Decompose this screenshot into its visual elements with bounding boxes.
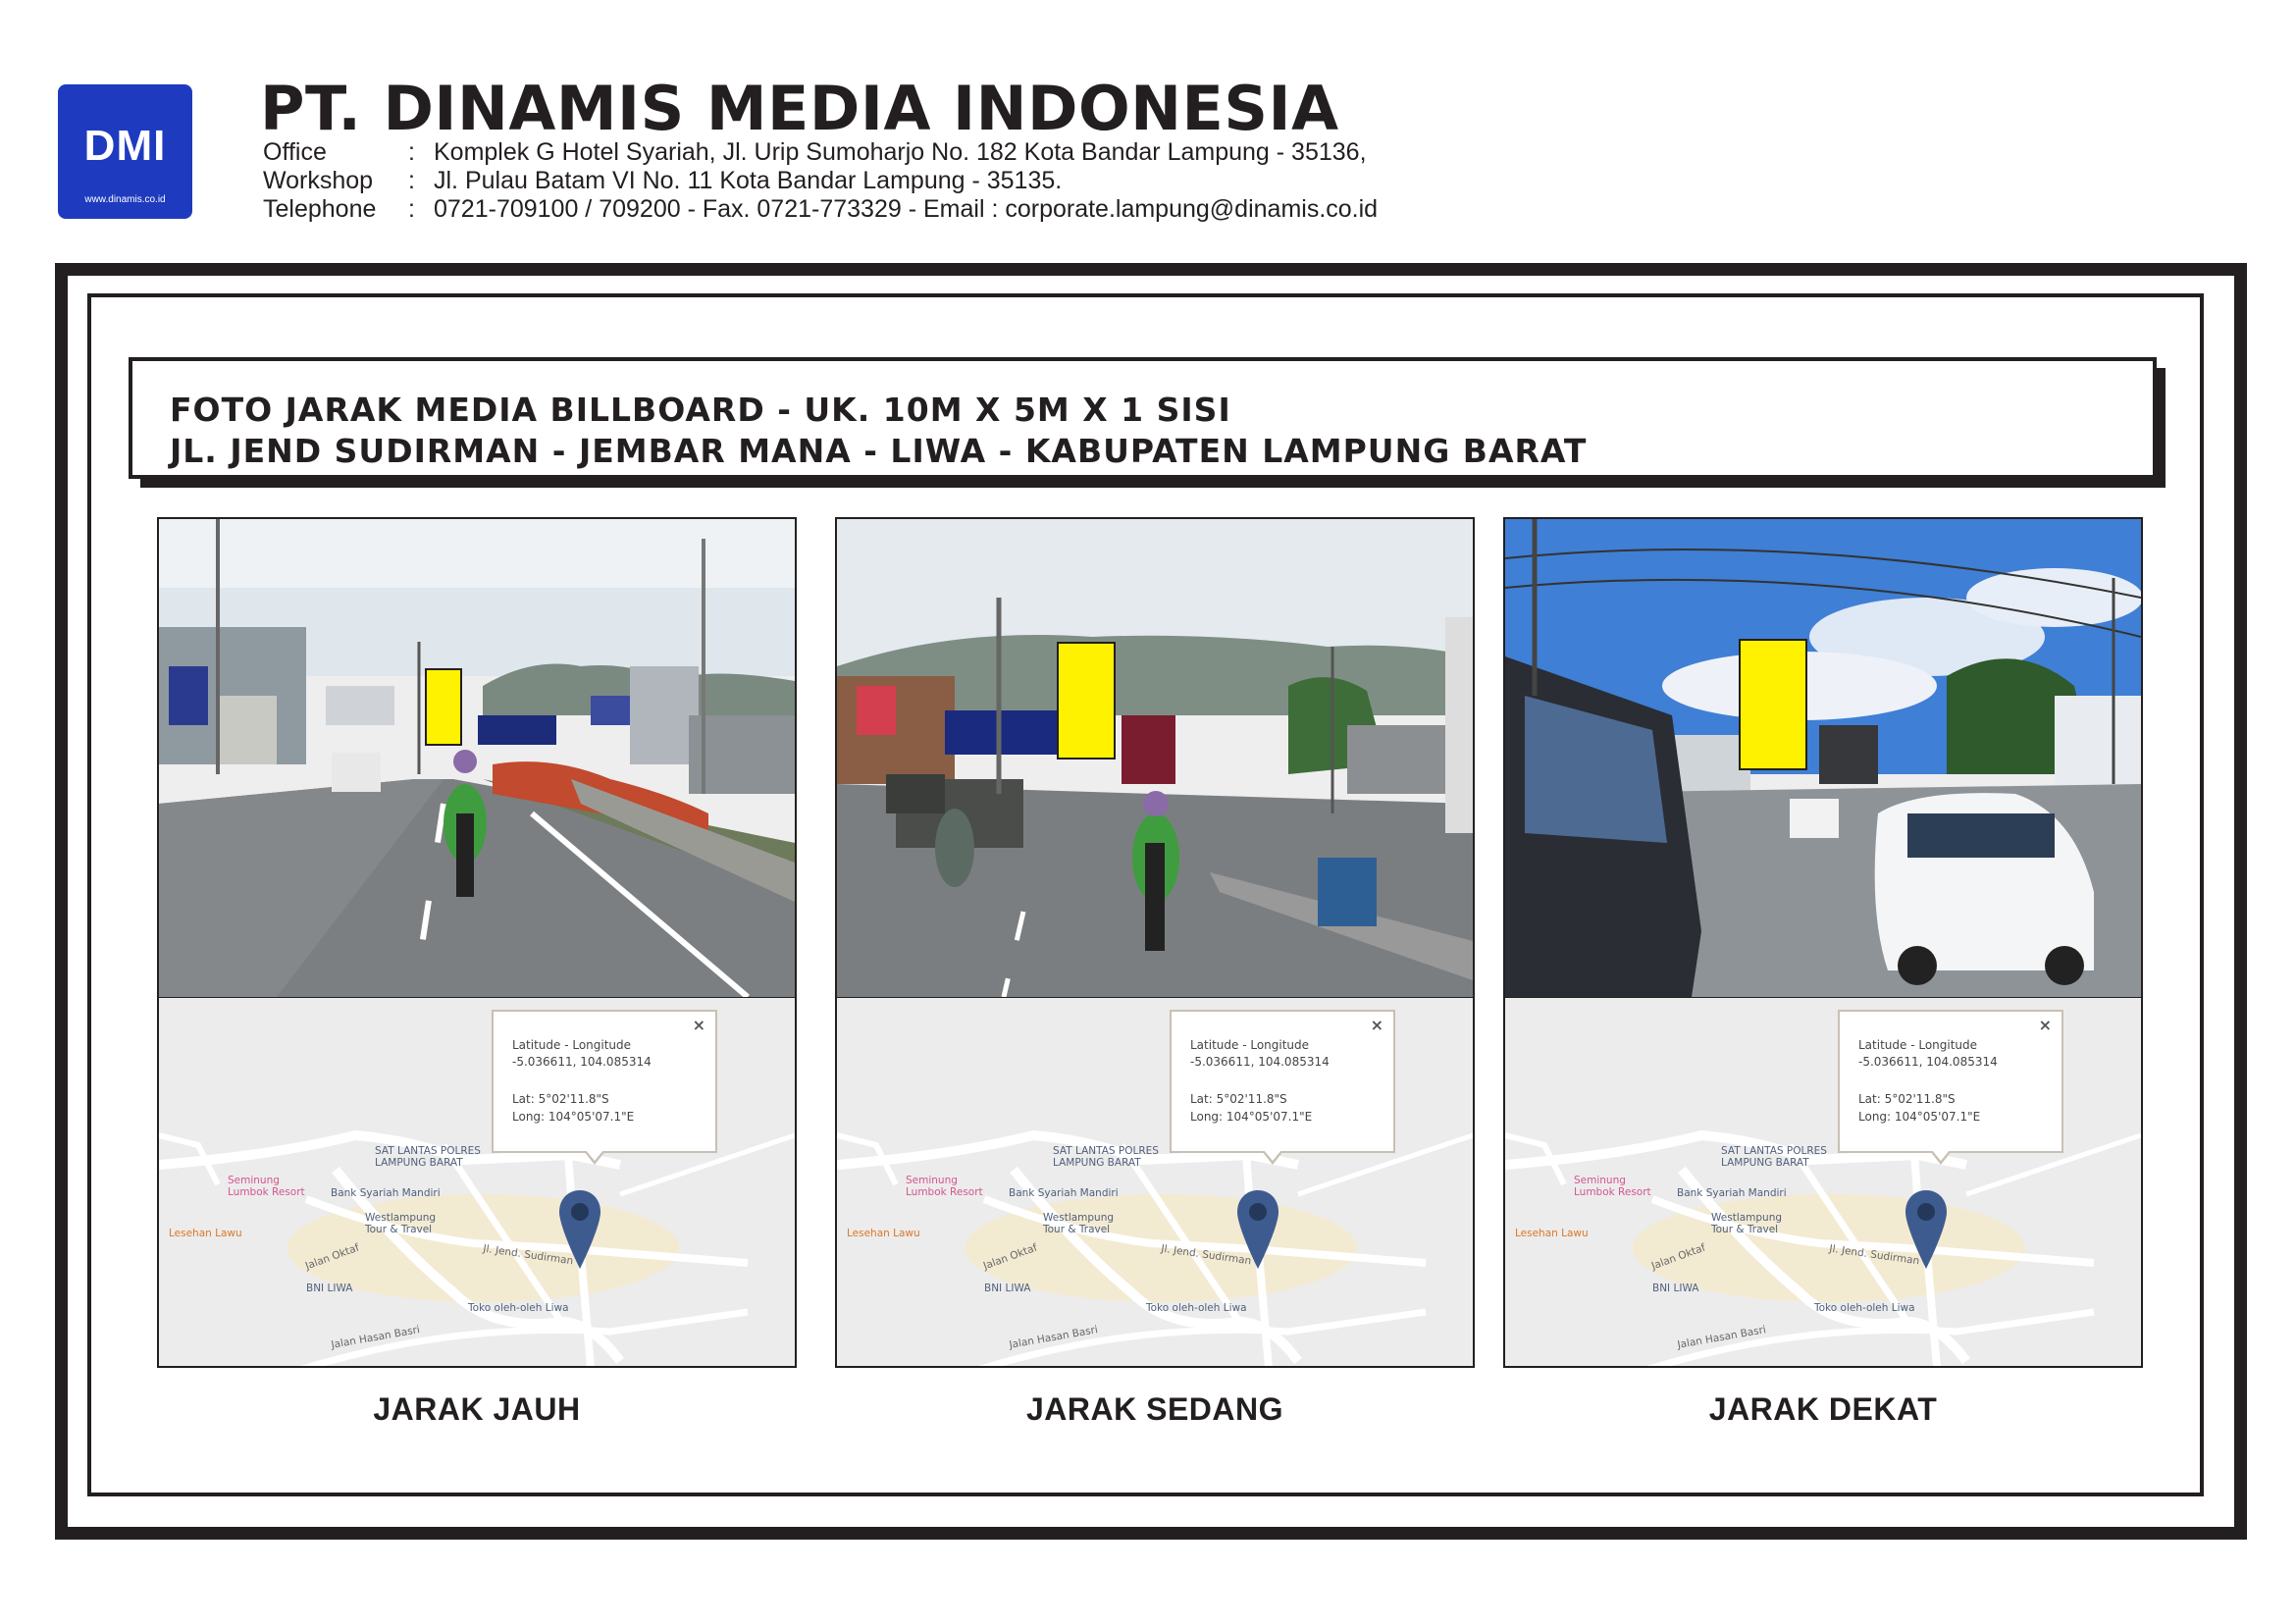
- telephone-colon: :: [408, 195, 415, 223]
- map-medium: [837, 998, 1473, 1368]
- coordinate-popup: [1838, 1010, 2063, 1153]
- panel-near: [1503, 517, 2143, 1368]
- popup-lat: Lat: 5°02'11.8"S: [1858, 1092, 1956, 1106]
- map-far: [159, 998, 795, 1368]
- popup-heading: Latitude - Longitude: [1858, 1038, 1978, 1052]
- office-colon: :: [408, 138, 415, 166]
- popup-tail-inner: [1264, 1150, 1281, 1161]
- street-photo-medium: [837, 519, 1473, 997]
- street-photo-near: [1505, 519, 2141, 997]
- popup-long: Long: 104°05'07.1"E: [1190, 1110, 1313, 1124]
- map-label-seminung: Seminung Lumbok Resort: [906, 1175, 983, 1198]
- title-line-2: JL. JEND SUDIRMAN - JEMBAR MANA - LIWA - KABUPATEN LAMPUNG BARAT: [170, 432, 1588, 470]
- company-name: PT. DINAMIS MEDIA INDONESIA: [260, 73, 1339, 144]
- street-photo-far: [159, 519, 795, 997]
- coordinate-popup: [492, 1010, 717, 1153]
- popup-heading: Latitude - Longitude: [512, 1038, 632, 1052]
- title-line-1: FOTO JARAK MEDIA BILLBOARD - UK. 10M X 5M X 1 SISI: [170, 391, 1231, 429]
- map-label-lesehan: Lesehan Lawu: [847, 1228, 920, 1239]
- caption-medium: JARAK SEDANG: [1025, 1391, 1284, 1427]
- office-address: Komplek G Hotel Syariah, Jl. Urip Sumoharjo No. 182 Kota Bandar Lampung - 35136,: [434, 138, 1367, 166]
- map-label-sat-lantas: SAT LANTAS POLRES LAMPUNG BARAT: [1053, 1145, 1159, 1169]
- popup-heading: Latitude - Longitude: [1190, 1038, 1310, 1052]
- map-label-bni: BNI LIWA: [306, 1283, 353, 1294]
- map-label-toko: Toko oleh-oleh Liwa: [468, 1302, 569, 1314]
- map-label-toko: Toko oleh-oleh Liwa: [1814, 1302, 1915, 1314]
- map-label-westlampung: Westlampung Tour & Travel: [1711, 1212, 1783, 1235]
- popup-tail-inner: [586, 1150, 603, 1161]
- logo-abbreviation: DMI: [83, 122, 167, 170]
- workshop-colon: :: [408, 167, 415, 194]
- company-logo: [58, 84, 192, 219]
- map-label-jalan-oktaf: Jalan Oktaf: [303, 1241, 361, 1273]
- popup-coords: -5.036611, 104.085314: [1858, 1055, 1998, 1069]
- popup-long: Long: 104°05'07.1"E: [1858, 1110, 1981, 1124]
- caption-near: JARAK DEKAT: [1708, 1391, 1938, 1427]
- map-near: [1505, 998, 2141, 1368]
- workshop-address: Jl. Pulau Batam VI No. 11 Kota Bandar Lampung - 35135.: [434, 167, 1063, 194]
- billboard-marker: [425, 668, 462, 746]
- caption-far: JARAK JAUH: [373, 1391, 581, 1427]
- map-label-jalan-oktaf: Jalan Oktaf: [1649, 1241, 1707, 1273]
- popup-lat: Lat: 5°02'11.8"S: [512, 1092, 609, 1106]
- billboard-marker: [1057, 642, 1116, 760]
- map-label-sat-lantas: SAT LANTAS POLRES LAMPUNG BARAT: [375, 1145, 481, 1169]
- map-label-hasan: Jalan Hasan Basri: [1008, 1324, 1099, 1351]
- close-icon[interactable]: ×: [2038, 1016, 2052, 1034]
- map-label-seminung: Seminung Lumbok Resort: [1574, 1175, 1651, 1198]
- popup-coords: -5.036611, 104.085314: [512, 1055, 652, 1069]
- map-label-hasan: Jalan Hasan Basri: [330, 1324, 421, 1351]
- popup-coords: -5.036611, 104.085314: [1190, 1055, 1330, 1069]
- close-icon[interactable]: ×: [1370, 1016, 1383, 1034]
- telephone-contact: 0721-709100 / 709200 - Fax. 0721-773329 - Email : corporate.lampung@dinamis.co.id: [434, 195, 1379, 223]
- title-box: [129, 357, 2157, 479]
- map-label-lesehan: Lesehan Lawu: [1515, 1228, 1589, 1239]
- map-label-sat-lantas: SAT LANTAS POLRES LAMPUNG BARAT: [1721, 1145, 1827, 1169]
- map-label-jl-sudirman: Jl. Jend. Sudirman: [1828, 1242, 1920, 1268]
- map-label-toko: Toko oleh-oleh Liwa: [1146, 1302, 1247, 1314]
- popup-long: Long: 104°05'07.1"E: [512, 1110, 635, 1124]
- office-label: Office: [263, 138, 327, 166]
- map-label-westlampung: Westlampung Tour & Travel: [1043, 1212, 1115, 1235]
- map-label-bni: BNI LIWA: [984, 1283, 1031, 1294]
- map-label-bank-syariah: Bank Syariah Mandiri: [1009, 1187, 1119, 1199]
- telephone-label: Telephone: [263, 195, 377, 223]
- coordinate-popup: [1170, 1010, 1395, 1153]
- popup-lat: Lat: 5°02'11.8"S: [1190, 1092, 1287, 1106]
- map-label-bank-syariah: Bank Syariah Mandiri: [1677, 1187, 1787, 1199]
- map-label-lesehan: Lesehan Lawu: [169, 1228, 242, 1239]
- map-label-jl-sudirman: Jl. Jend. Sudirman: [1160, 1242, 1252, 1268]
- close-icon[interactable]: ×: [692, 1016, 705, 1034]
- map-label-bni: BNI LIWA: [1652, 1283, 1699, 1294]
- billboard-marker: [1739, 639, 1807, 770]
- map-label-seminung: Seminung Lumbok Resort: [228, 1175, 305, 1198]
- map-label-bank-syariah: Bank Syariah Mandiri: [331, 1187, 441, 1199]
- workshop-label: Workshop: [263, 167, 374, 194]
- logo-website: www.dinamis.co.id: [84, 194, 166, 205]
- map-label-westlampung: Westlampung Tour & Travel: [365, 1212, 437, 1235]
- panel-medium: [835, 517, 1475, 1368]
- map-label-jl-sudirman: Jl. Jend. Sudirman: [482, 1242, 574, 1268]
- map-label-jalan-oktaf: Jalan Oktaf: [981, 1241, 1039, 1273]
- map-label-hasan: Jalan Hasan Basri: [1676, 1324, 1767, 1351]
- popup-tail-inner: [1932, 1150, 1950, 1161]
- panel-far: [157, 517, 797, 1368]
